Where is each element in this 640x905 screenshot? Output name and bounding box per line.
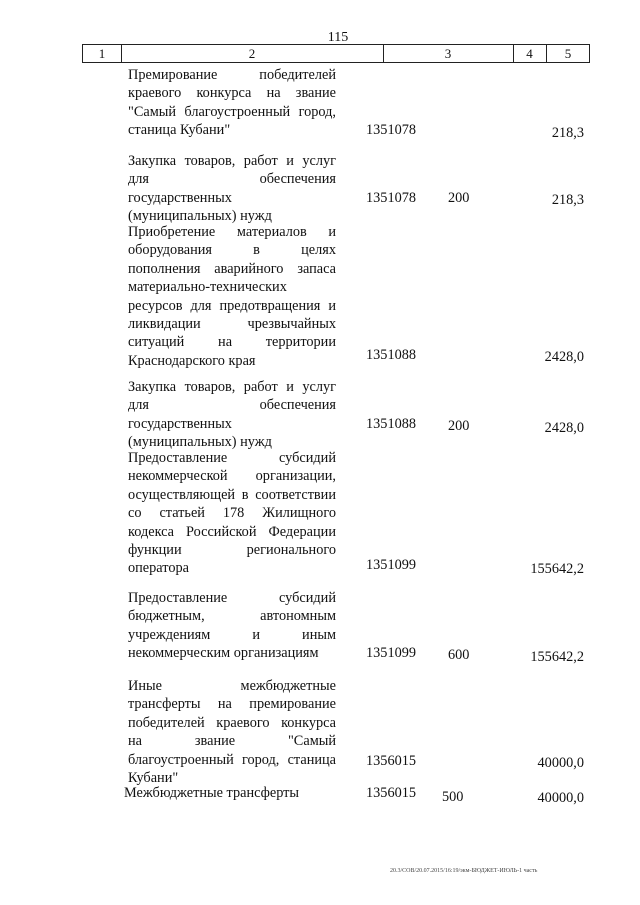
header-col-3: 3	[444, 46, 452, 61]
table-header	[82, 44, 590, 63]
footer-file-stamp: 20.3/СОВ/20.07.2015/16:19/экм-БЮДЖЕТ-ИЮЛЬ-1 часть	[390, 868, 538, 874]
row-description: Премирование победителей краевого конкурса на звание "Самый благоустроенный город, станица Кубани"	[128, 67, 336, 139]
row-amount: 40000,0	[537, 755, 584, 771]
header-col-4: 4	[526, 46, 533, 61]
row-code: 1356015	[366, 785, 417, 801]
header-col-5: 5	[564, 46, 572, 61]
row-amount: 40000,0	[537, 790, 584, 806]
row-amount: 218,3	[551, 192, 584, 208]
row-code: 1351088	[366, 416, 417, 432]
row-description: Закупка товаров, работ и услуг для обеспечения государственных (муниципальных) нужд	[128, 379, 336, 451]
row-description: Закупка товаров, работ и услуг для обеспечения государственных (муниципальных) нужд	[128, 153, 336, 225]
row-amount: 155642,2	[530, 649, 584, 665]
header-col-1: 1	[98, 46, 106, 61]
row-code: 1351078	[366, 190, 417, 206]
row-type: 500	[442, 789, 464, 805]
row-amount: 218,3	[551, 125, 584, 141]
row-description: Межбюджетные трансферты	[124, 785, 300, 801]
row-code: 1351099	[366, 645, 417, 661]
page-number: 115	[327, 30, 349, 45]
row-amount: 2428,0	[544, 420, 584, 436]
row-code: 1351078	[366, 122, 417, 138]
row-description: Иные межбюджетные трансферты на премирование победителей краевого конкурса на звание "Самый благоустроенный город, станица Кубани"	[128, 678, 336, 787]
row-type: 200	[448, 418, 470, 434]
row-type: 600	[448, 647, 470, 663]
row-amount: 155642,2	[530, 561, 584, 577]
row-amount: 2428,0	[544, 349, 584, 365]
row-code: 1356015	[366, 753, 417, 769]
row-type: 200	[448, 190, 470, 206]
row-description: Предоставление субсидий бюджетным, автономным учреждениям и иным некоммерческим организациям	[128, 590, 336, 662]
header-col-2: 2	[248, 46, 256, 61]
row-code: 1351088	[366, 347, 417, 363]
row-description: Приобретение материалов и оборудования в целях пополнения аварийного запаса материально-технических ресурсов для предотвращения и ликвидации чрезвычайных ситуаций на территории Краснодарского края	[128, 224, 336, 369]
row-code: 1351099	[366, 557, 417, 573]
row-description: Предоставление субсидий некоммерческой организации, осуществляющей в соответствии со статьей 178 Жилищного кодекса Российской Федерации функции регионального оператора	[128, 450, 336, 577]
